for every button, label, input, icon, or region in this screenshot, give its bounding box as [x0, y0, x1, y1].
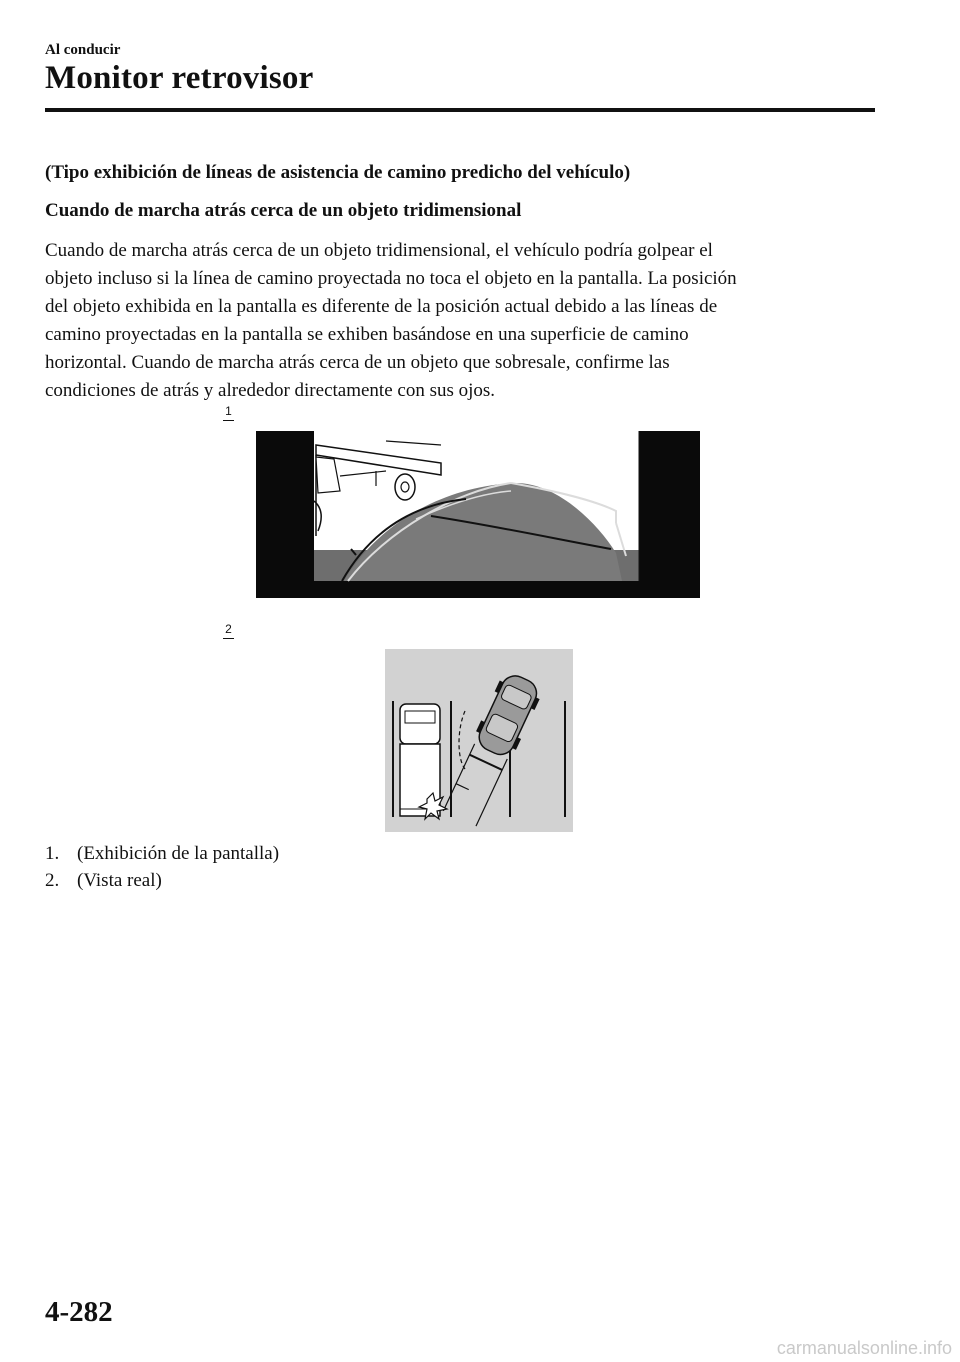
screen-display-illustration: [256, 431, 700, 598]
body-line: del objeto exhibida en la pantalla es diferente de la posición actual debido a las líneas de: [45, 296, 718, 317]
watermark: carmanualsonline.info: [776, 1338, 952, 1358]
legend-item: [45, 867, 279, 894]
title-divider: [45, 108, 875, 112]
figure-callout-2: 2: [222, 622, 235, 639]
legend-text: (Vista real): [77, 870, 162, 891]
section-label: Al conducir: [45, 42, 121, 58]
legend-number: 1.: [45, 843, 60, 864]
figure-legend: [45, 840, 279, 894]
figure-callout-1: 1: [222, 404, 235, 421]
real-view-illustration: [385, 649, 573, 832]
body-line: horizontal. Cuando de marcha atrás cerca de un objeto que sobresale, confirme las: [45, 352, 670, 373]
body-line: objeto incluso si la línea de camino proyectada no toca el objeto en la pantalla. La posición: [45, 268, 737, 289]
legend-number: 2.: [45, 870, 60, 891]
body-paragraph: [45, 237, 875, 405]
body-line: camino proyectadas en la pantalla se exhiben basándose en una superficie de camino: [45, 324, 689, 345]
section-heading: Cuando de marcha atrás cerca de un objeto tridimensional: [45, 200, 522, 221]
legend-item: [45, 840, 279, 867]
page-number: 4-282: [45, 1296, 113, 1328]
page-title: Monitor retrovisor: [45, 60, 314, 96]
subtitle: (Tipo exhibición de líneas de asistencia de camino predicho del vehículo): [45, 162, 631, 183]
body-line: condiciones de atrás y alrededor directamente con sus ojos.: [45, 380, 496, 401]
body-line: Cuando de marcha atrás cerca de un objeto tridimensional, el vehículo podría golpear el: [45, 240, 713, 261]
legend-text: (Exhibición de la pantalla): [77, 843, 280, 864]
